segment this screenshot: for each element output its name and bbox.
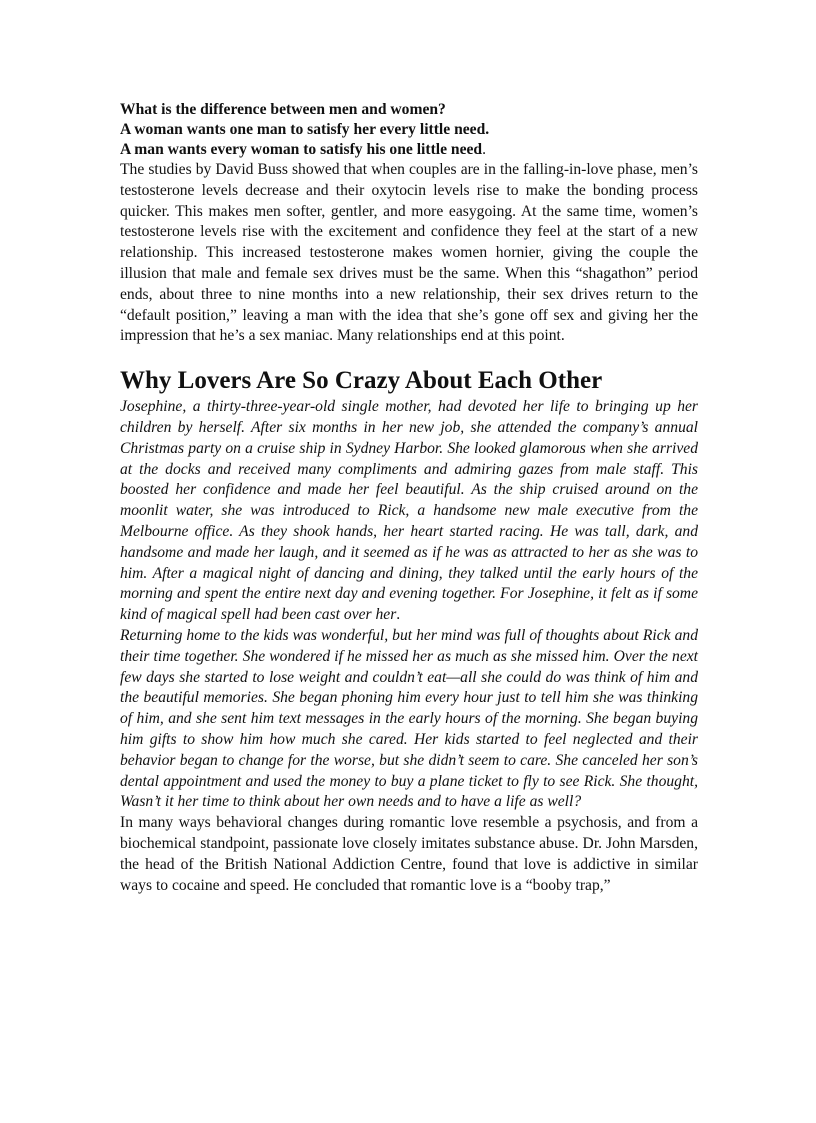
- joke-period: .: [482, 141, 487, 158]
- paragraph-josephine-text: Josephine, a thirty-three-year-old single mother, had devoted her life to bringing up her children by herself. After six months in her new job, she attended the company’s annual Christmas party on a cruise ship in Sydney Harbor. She looked glamorous when she arrived at the docks and received many compliments and admiring gazes from male staff. This boosted her confidence and made her feel beautiful. As the ship cruised around on the moonlit water, she was introduced to Rick, a handsome new male executive from the Melbourne office. As they shook hands, her heart started racing. He was tall, dark, and handsome and made her laugh, and it seemed as if he was as attracted to her as she was to him. After a magical night of dancing and dining, they talked until the early hours of the morning and spent the entire next day and evening together. For Josephine, it felt as if some kind of magical spell had been cast over her: [120, 398, 698, 624]
- joke-question: What is the difference between men and women?: [120, 101, 446, 118]
- paragraph-josephine-period: .: [396, 606, 401, 624]
- joke-line-man: [120, 140, 698, 160]
- paragraph-psychosis: In many ways behavioral changes during romantic love resemble a psychosis, and from a biochemical standpoint, passionate love closely imitates substance abuse. Dr. John Marsden, the head of the British National Addiction Centre, found that love is addictive in similar ways to cocaine and speed. He concluded that romantic love is a “booby trap,”: [120, 814, 698, 894]
- paragraph-returning: Returning home to the kids was wonderful, but her mind was full of thoughts about Rick and their time together. She wondered if he missed her as much as she missed him. Over the next few days she started to lose weight and couldn’t eat—all she could do was think of him and the beautiful memories. She began phoning him every hour just to tell him she was thinking of him, and she sent him text messages in the early hours of the morning. She began buying him gifts to show him how much she cared. Her kids started to feel neglected and their behavior began to change for the worse, but she didn’t seem to care. She canceled her son’s dental appointment and used the money to buy a plane ticket to fly to see Rick. She thought, Wasn’t it her time to think about her own needs and to have a life as well?: [120, 626, 698, 811]
- document-page: [120, 100, 698, 896]
- paragraph-josephine: [120, 397, 698, 626]
- section-heading: Why Lovers Are So Crazy About Each Other: [120, 367, 603, 395]
- joke-line-woman: A woman wants one man to satisfy her every little need.: [120, 121, 490, 138]
- paragraph-studies: The studies by David Buss showed that when couples are in the falling-in-love phase, men’s testosterone levels decrease and their oxytocin levels rise to make the bonding process quicker. This makes men softer, gentler, and more easygoing. At the same time, women’s testosterone levels rise with the excitement and confidence they feel at the start of a new relationship. This increased testosterone makes women hornier, giving the couple the illusion that male and female sex drives must be the same. When this “shagathon” period ends, about three to nine months into a new relationship, their sex drives return to the “default position,” leaving a man with the idea that she’s gone off sex and giving her the impression that he’s a sex maniac. Many relationships end at this point.: [120, 161, 698, 345]
- joke-line-man-text: A man wants every woman to satisfy his one little need: [120, 141, 483, 158]
- opening-joke: [120, 100, 698, 160]
